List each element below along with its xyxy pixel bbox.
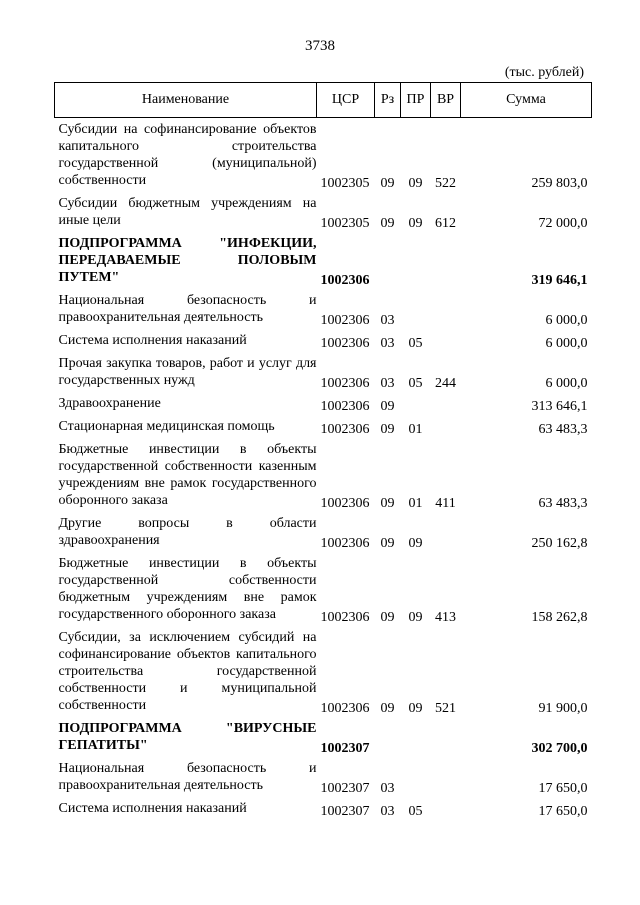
row-csr: 1002305 bbox=[320, 176, 370, 191]
row-csr: 1002306 bbox=[320, 496, 370, 511]
row-rz: 03 bbox=[380, 336, 395, 351]
row-vr bbox=[431, 232, 461, 289]
row-rz: 03 bbox=[380, 313, 395, 328]
row-sum: 158 262,8 bbox=[531, 610, 588, 625]
row-rz: 09 bbox=[380, 536, 395, 551]
table-row bbox=[55, 757, 592, 797]
table-header-row bbox=[55, 83, 592, 118]
row-sum: 313 646,1 bbox=[531, 399, 588, 414]
row-pr bbox=[401, 232, 431, 289]
row-vr bbox=[431, 329, 461, 352]
row-rz: 09 bbox=[380, 422, 395, 437]
row-rz: 03 bbox=[380, 376, 395, 391]
row-name: ПОДПРОГРАММА "ВИРУСНЫЕ ГЕПАТИТЫ" bbox=[58, 721, 317, 753]
row-csr: 1002306 bbox=[320, 399, 370, 414]
table-row bbox=[55, 415, 592, 438]
units-label: (тыс. рублей) bbox=[504, 65, 584, 80]
row-vr: 522 bbox=[435, 176, 456, 191]
row-sum: 6 000,0 bbox=[545, 313, 588, 328]
row-sum: 91 900,0 bbox=[538, 701, 588, 716]
row-vr bbox=[431, 512, 461, 552]
row-csr: 1002306 bbox=[320, 336, 370, 351]
row-name: Национальная безопасность и правоохранительная деятельность bbox=[58, 293, 317, 325]
row-vr: 612 bbox=[435, 216, 456, 231]
row-sum: 302 700,0 bbox=[531, 741, 588, 756]
row-name: Бюджетные инвестиции в объекты государственной собственности бюджетным учреждениям вне рамок государственного оборонного заказа bbox=[58, 556, 317, 622]
row-vr bbox=[431, 289, 461, 329]
row-pr: 01 bbox=[408, 422, 423, 437]
row-rz: 09 bbox=[380, 216, 395, 231]
row-sum: 6 000,0 bbox=[545, 336, 588, 351]
row-csr: 1002306 bbox=[320, 610, 370, 625]
row-pr bbox=[401, 289, 431, 329]
row-pr bbox=[401, 717, 431, 757]
row-name: Субсидии, за исключением субсидий на софинансирование объектов капитального строительства государственной собственности и муниципальной собственности bbox=[58, 630, 317, 713]
row-name: Стационарная медицинская помощь bbox=[58, 419, 275, 434]
row-csr: 1002306 bbox=[320, 376, 370, 391]
row-rz: 09 bbox=[380, 701, 395, 716]
row-pr bbox=[401, 757, 431, 797]
table-row bbox=[55, 552, 592, 626]
table-row bbox=[55, 192, 592, 232]
row-vr bbox=[431, 757, 461, 797]
row-name: Прочая закупка товаров, работ и услуг для государственных нужд bbox=[58, 356, 317, 388]
row-csr: 1002306 bbox=[320, 701, 370, 716]
row-vr bbox=[431, 797, 461, 820]
row-vr: 411 bbox=[435, 496, 456, 511]
row-pr: 05 bbox=[408, 336, 423, 351]
row-pr: 05 bbox=[408, 376, 423, 391]
row-sum: 63 483,3 bbox=[538, 496, 588, 511]
row-name: Субсидии бюджетным учреждениям на иные цели bbox=[58, 196, 317, 228]
row-sum: 250 162,8 bbox=[531, 536, 588, 551]
table-row bbox=[55, 118, 592, 193]
row-vr bbox=[431, 392, 461, 415]
row-vr bbox=[431, 415, 461, 438]
row-sum: 17 650,0 bbox=[538, 804, 588, 819]
row-name: Здравоохранение bbox=[58, 396, 161, 411]
row-sum: 259 803,0 bbox=[531, 176, 588, 191]
row-pr: 09 bbox=[408, 610, 423, 625]
col-header-vr: ВР bbox=[431, 83, 461, 118]
table-row bbox=[55, 512, 592, 552]
row-sum: 319 646,1 bbox=[531, 273, 588, 288]
budget-table bbox=[54, 82, 592, 820]
row-sum: 17 650,0 bbox=[538, 781, 588, 796]
row-pr: 09 bbox=[408, 176, 423, 191]
table-row bbox=[55, 626, 592, 717]
col-header-sum: Сумма bbox=[461, 83, 592, 118]
row-pr: 09 bbox=[408, 216, 423, 231]
row-rz: 03 bbox=[380, 804, 395, 819]
row-vr bbox=[431, 717, 461, 757]
table-row bbox=[55, 232, 592, 289]
row-csr: 1002306 bbox=[320, 536, 370, 551]
table-row bbox=[55, 797, 592, 820]
row-rz: 09 bbox=[380, 399, 395, 414]
row-csr: 1002306 bbox=[320, 313, 370, 328]
table-row bbox=[55, 438, 592, 512]
row-csr: 1002307 bbox=[320, 781, 370, 796]
row-rz: 09 bbox=[380, 496, 395, 511]
row-pr: 01 bbox=[408, 496, 423, 511]
table-row bbox=[55, 352, 592, 392]
row-name: Система исполнения наказаний bbox=[58, 801, 247, 816]
row-pr: 09 bbox=[408, 536, 423, 551]
row-csr: 1002306 bbox=[320, 273, 370, 288]
row-sum: 63 483,3 bbox=[538, 422, 588, 437]
col-header-csr: ЦСР bbox=[317, 83, 375, 118]
row-name: Субсидии на софинансирование объектов капитального строительства государственной (муниципальной) собственности bbox=[58, 122, 317, 188]
row-rz bbox=[375, 717, 401, 757]
row-csr: 1002306 bbox=[320, 422, 370, 437]
table-row bbox=[55, 329, 592, 352]
row-rz bbox=[375, 232, 401, 289]
row-name: Национальная безопасность и правоохранительная деятельность bbox=[58, 761, 317, 793]
row-csr: 1002307 bbox=[320, 804, 370, 819]
row-rz: 09 bbox=[380, 610, 395, 625]
table-row bbox=[55, 717, 592, 757]
row-rz: 09 bbox=[380, 176, 395, 191]
row-name: Бюджетные инвестиции в объекты государственной собственности казенным учреждениям вне рамок государственного оборонного заказа bbox=[58, 442, 317, 508]
row-sum: 6 000,0 bbox=[545, 376, 588, 391]
row-csr: 1002305 bbox=[320, 216, 370, 231]
row-vr: 521 bbox=[435, 701, 456, 716]
col-header-rz: Рз bbox=[375, 83, 401, 118]
row-name: Другие вопросы в области здравоохранения bbox=[58, 516, 317, 548]
row-pr: 05 bbox=[408, 804, 423, 819]
col-header-name: Наименование bbox=[55, 83, 317, 118]
row-sum: 72 000,0 bbox=[538, 216, 588, 231]
row-pr bbox=[401, 392, 431, 415]
row-name: Система исполнения наказаний bbox=[58, 333, 247, 348]
page-number: 3738 bbox=[305, 38, 335, 54]
row-rz: 03 bbox=[380, 781, 395, 796]
row-name: ПОДПРОГРАММА "ИНФЕКЦИИ, ПЕРЕДАВАЕМЫЕ ПОЛОВЫМ ПУТЕМ" bbox=[58, 236, 317, 285]
row-vr: 244 bbox=[435, 376, 456, 391]
table-row bbox=[55, 289, 592, 329]
row-vr: 413 bbox=[435, 610, 456, 625]
col-header-pr: ПР bbox=[401, 83, 431, 118]
row-pr: 09 bbox=[408, 701, 423, 716]
table-row bbox=[55, 392, 592, 415]
row-csr: 1002307 bbox=[320, 741, 370, 756]
